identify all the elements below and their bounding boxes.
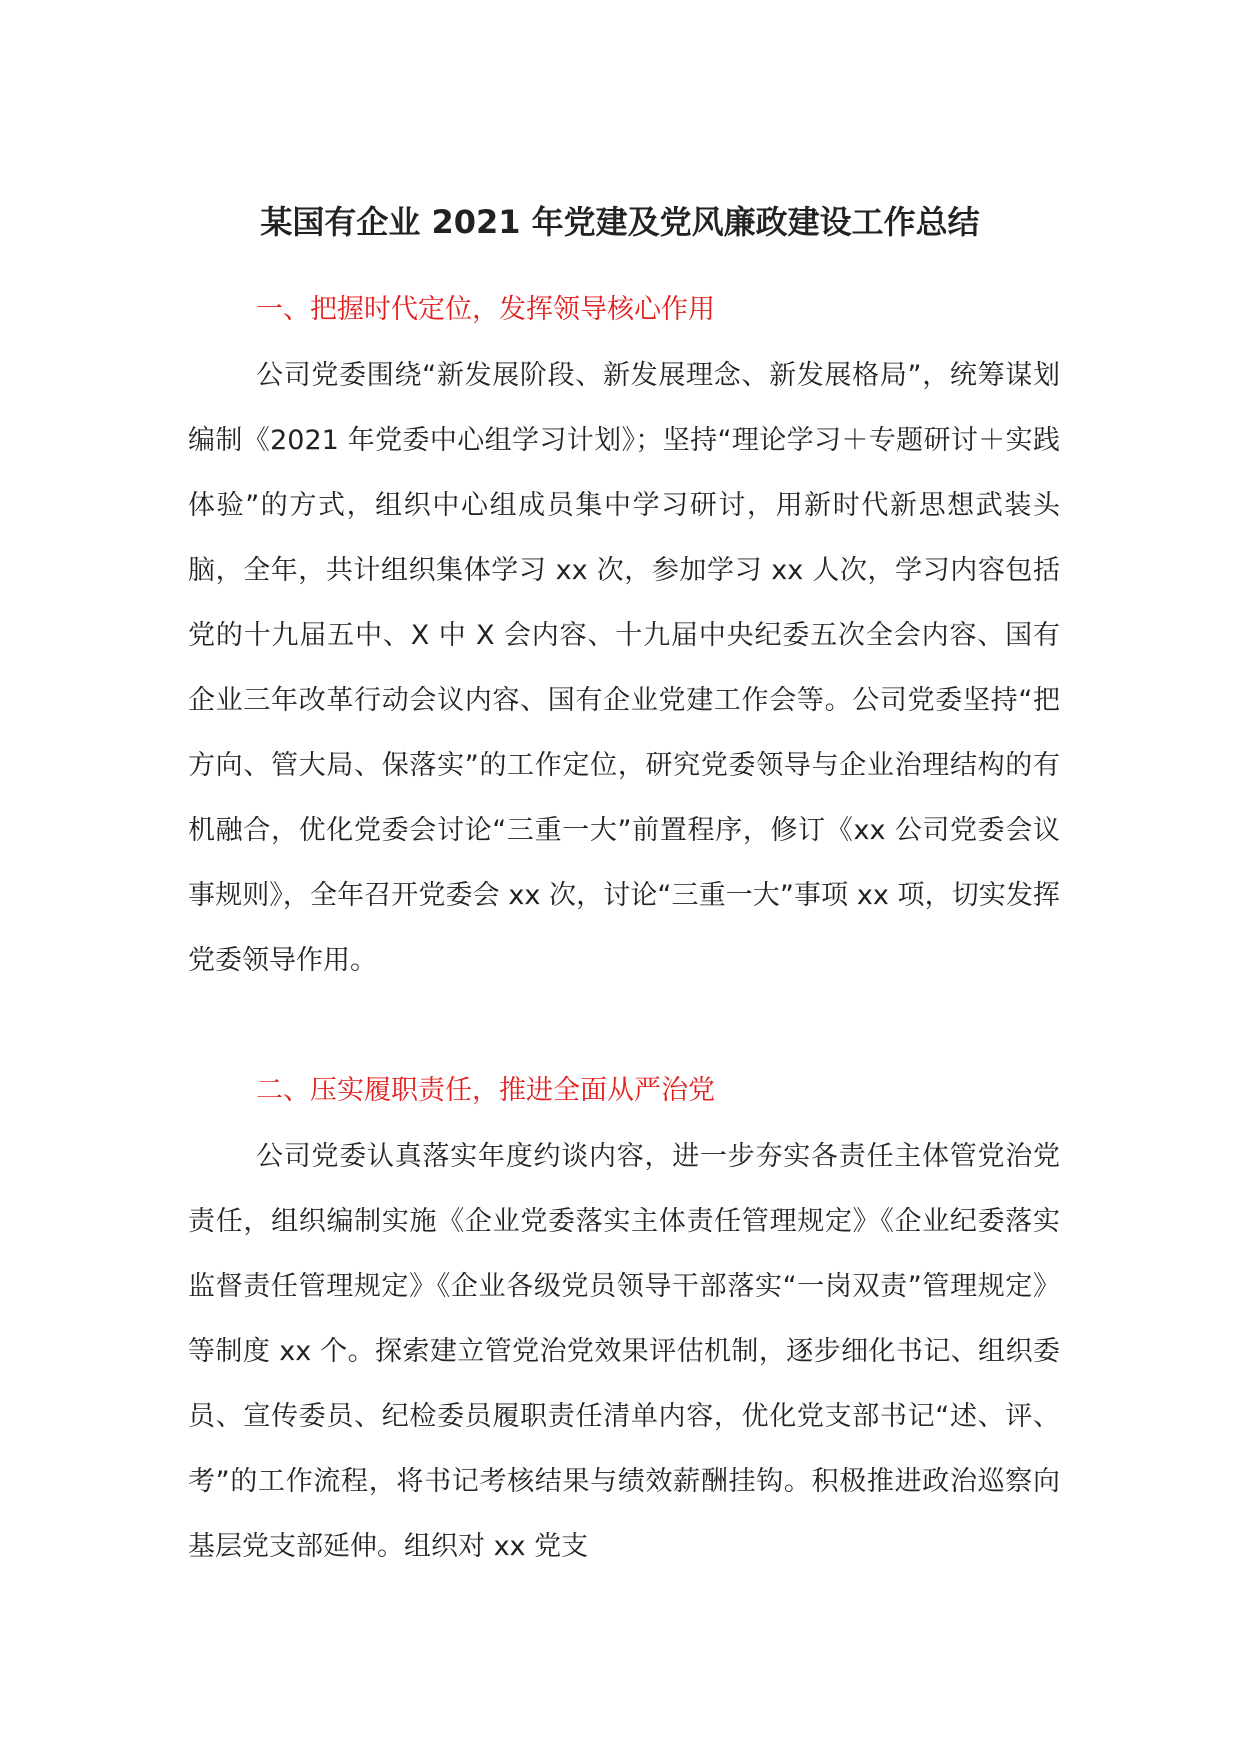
section-paragraph-1: 公司党委围绕“新发展阶段、新发展理念、新发展格局”，统筹谋划编制《2021 年党委中心组学习计划》；坚持“理论学习＋专题研讨＋实践体验”的方式，组织中心组成员集中学习研讨，用新时代新思想武装头脑，全年，共计组织集体学习 xx 次，参加学习 xx 人次，学习内容包括党的十九届五中、X 中 X 会内容、十九届中央纪委五次全会内容、国有企业三年改革行动会议内容、国有企业党建工作会等。公司党委坚持“把方向、管大局、保落实”的工作定位，研究党委领导与企业治理结构的有机融合，优化党委会讨论“三重一大”前置程序，修订《xx 公司党委会议事规则》，全年召开党委会 xx 次，讨论“三重一大”事项 xx 项，切实发挥党委领导作用。 xyxy=(188,360,1060,976)
section-heading-1: 一、把握时代定位，发挥领导核心作用 xyxy=(256,294,715,325)
section-heading-2: 二、压实履职责任，推进全面从严治党 xyxy=(256,1075,715,1106)
section-paragraph-2: 公司党委认真落实年度约谈内容，进一步夯实各责任主体管党治党责任，组织编制实施《企业党委落实主体责任管理规定》《企业纪委落实监督责任管理规定》《企业各级党员领导干部落实“一岗双责”管理规定》等制度 xx 个。探索建立管党治党效果评估机制，逐步细化书记、组织委员、宣传委员、纪检委员履职责任清单内容，优化党支部书记“述、评、考”的工作流程，将书记考核结果与绩效薪酬挂钩。积极推进政治巡察向基层党支部延伸。组织对 xx 党支 xyxy=(188,1141,1060,1562)
document-title: 某国有企业 2021 年党建及党风廉政建设工作总结 xyxy=(260,203,980,241)
